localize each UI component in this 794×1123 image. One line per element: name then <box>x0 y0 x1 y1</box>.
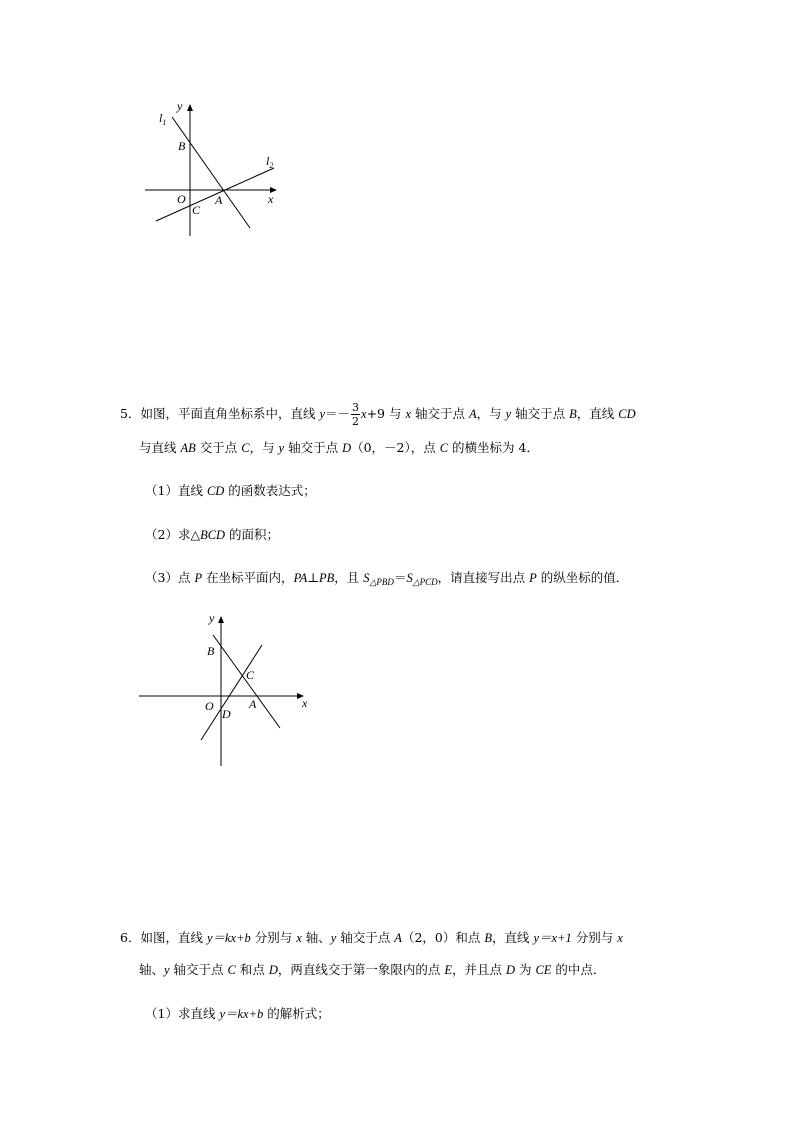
q5-fraction: $\frac{3}{2}$ <box>352 401 360 428</box>
figure-2-coordinate-diagram <box>135 605 320 770</box>
q5-subquestion-3: （3）点 P 在坐标平面内，PA⊥PB，且 $S_{\triangle PBD}=S_{\triangle PCD}$，请直接写出点 P 的纵坐标的值． <box>145 570 629 587</box>
figure-2-label-O: O <box>205 699 214 713</box>
figure-1-label-l1: $l_1$ <box>159 111 167 127</box>
figure-2-label-C: C <box>246 668 255 682</box>
figure-2-label-x: x <box>302 696 308 710</box>
figure-1-coordinate-diagram <box>140 95 290 240</box>
figure-2-y-arrow <box>218 616 224 623</box>
figure-1-label-C: C <box>192 203 201 217</box>
figure-2-label-D: D <box>222 707 231 721</box>
figure-1-label-A: A <box>215 193 223 207</box>
q6-line-2: 轴、y 轴交于点 C 和点 D，两直线交于第一象限内的点 E，并且点 D 为 CE 的中点． <box>139 962 606 977</box>
figure-1-line-l1 <box>172 117 250 228</box>
q6-line-1: 6．如图，直线 y＝kx+b 分别与 x 轴、y 轴交于点 A（2，0）和点 B，直线 y＝x+1 分别与 x <box>120 930 623 945</box>
figure-1-label-y: y <box>177 99 183 113</box>
q6-subquestion-1: （1）求直线 y＝kx+b 的解析式； <box>145 1006 330 1021</box>
q6-number: 6． <box>120 930 141 945</box>
q5-subquestion-1: （1）直线 CD 的函数表达式； <box>145 483 316 498</box>
q5-line-2: 与直线 AB 交于点 C，与 y 轴交于点 D（0，－2），点 C 的横坐标为 4． <box>139 440 539 455</box>
figure-1-label-O: O <box>177 192 186 206</box>
figure-1-label-l2: $l_2$ <box>266 154 274 170</box>
figure-1-y-arrow <box>187 104 193 111</box>
figure-1-label-x: x <box>268 192 274 206</box>
figure-2-line-CD <box>201 645 262 740</box>
figure-1-label-B: B <box>178 139 186 153</box>
q5-subquestion-2: （2）求△BCD 的面积； <box>145 527 280 542</box>
q5-number: 5． <box>120 406 141 421</box>
figure-2-label-y: y <box>209 611 215 625</box>
q5-line-1: 5．如图，平面直角坐标系中，直线 y＝－ $\frac{3}{2}$ x+9 与 x 轴交于点 A，与 y 轴交于点 B，直线 CD <box>120 401 636 428</box>
figure-2-label-A: A <box>249 697 257 711</box>
figure-2-label-B: B <box>207 644 215 658</box>
